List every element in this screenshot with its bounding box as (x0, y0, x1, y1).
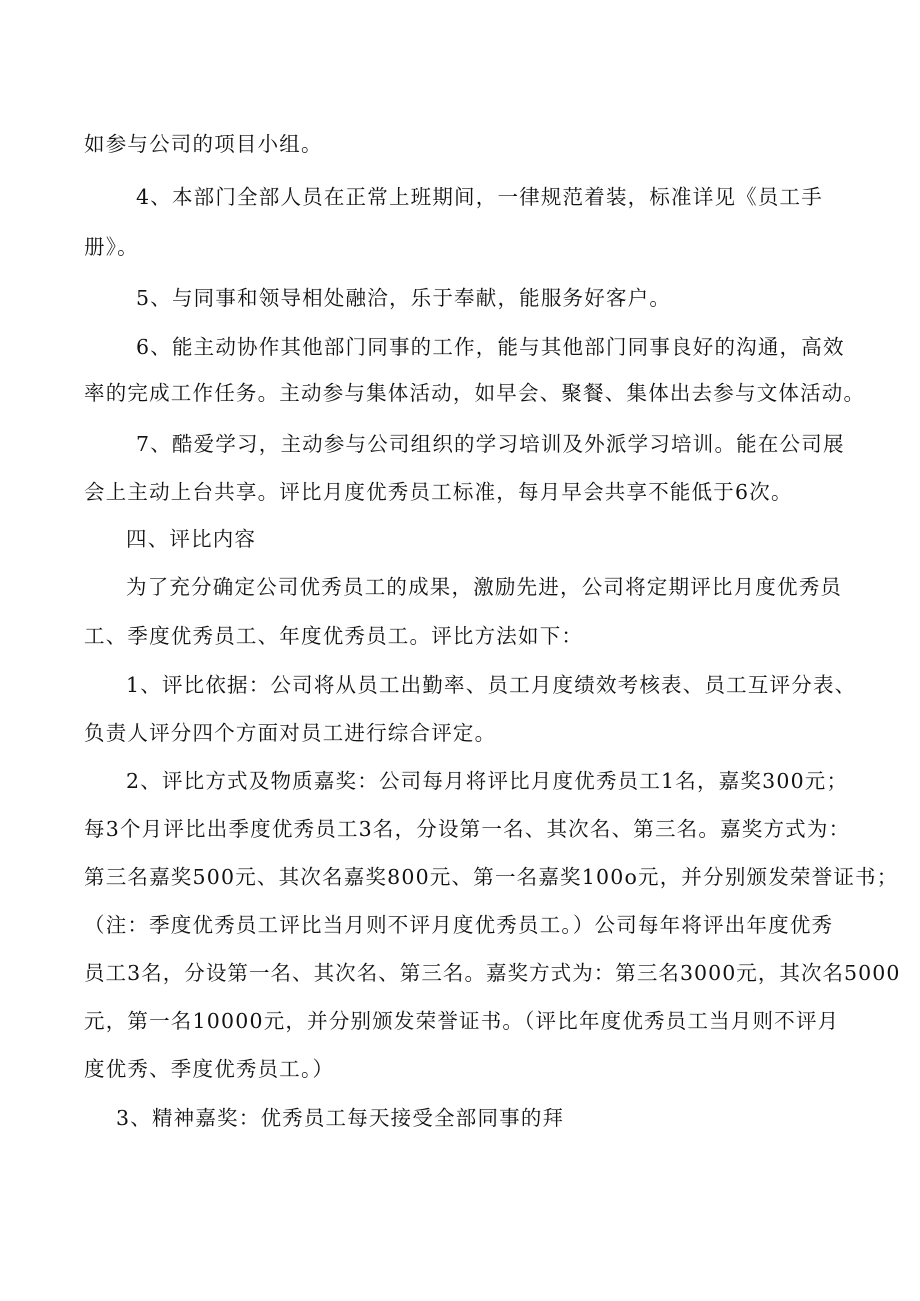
text-line: 第三名嘉奖500元、其次名嘉奖800元、第一名嘉奖100o元，并分别颁发荣誉证书； (84, 865, 899, 889)
text-line: 册》。 (84, 235, 139, 259)
text-line: 为了充分确定公司优秀员工的成果，激励先进，公司将定期评比月度优秀员 (126, 575, 843, 599)
text-line: 员工3名，分设第一名、其次名、第三名。嘉奖方式为：第三名3000元，其次名5000 (84, 961, 901, 985)
text-line: 率的完成工作任务。主动参与集体活动，如早会、聚餐、集体出去参与文体活动。 (84, 381, 866, 405)
text-line: 2、评比方式及物质嘉奖：公司每月将评比月度优秀员工1名，嘉奖300元； (126, 769, 849, 793)
text-line: 工、季度优秀员工、年度优秀员工。评比方法如下： (84, 624, 584, 648)
text-line: 6、能主动协作其他部门同事的工作，能与其他部门同事良好的沟通，高效 (136, 335, 845, 359)
text-line: 每3个月评比出季度优秀员工3名，分设第一名、其次名、第三名。嘉奖方式为： (84, 817, 851, 841)
text-line: （注：季度优秀员工评比当月则不评月度优秀员工。）公司每年将评出年度优秀 (84, 913, 834, 937)
text-line: 如参与公司的项目小组。 (84, 132, 323, 156)
text-line: 元，第一名10000元，并分别颁发荣誉证书。（评比年度优秀员工当月则不评月 (84, 1009, 840, 1033)
text-line: 7、酷爱学习，主动参与公司组织的学习培训及外派学习培训。能在公司展 (136, 432, 845, 456)
text-line: 4、本部门全部人员在正常上班期间，一律规范着装，标准详见《员工手 (136, 185, 823, 209)
text-line: 会上主动上台共享。评比月度优秀员工标准，每月早会共享不能低于6次。 (84, 480, 793, 504)
section-heading: 四、评比内容 (126, 527, 257, 551)
text-line: 1、评比依据：公司将从员工出勤率、员工月度绩效考核表、员工互评分表、 (126, 673, 857, 697)
text-line: 度优秀、季度优秀员工。） (84, 1057, 335, 1081)
text-line: 3、精神嘉奖：优秀员工每天接受全部同事的拜 (116, 1106, 565, 1130)
text-line: 负责人评分四个方面对员工进行综合评定。 (84, 721, 497, 745)
text-line: 5、与同事和领导相处融洽，乐于奉献，能服务好客户。 (136, 286, 672, 310)
